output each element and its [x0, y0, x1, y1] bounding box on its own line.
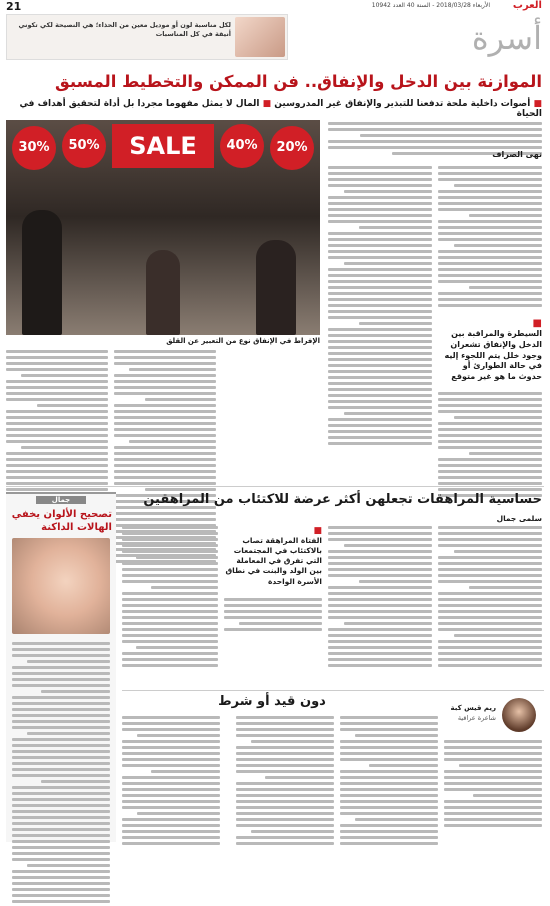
column-body-3 [236, 716, 334, 848]
pull-quote-mark: ■ [313, 526, 322, 536]
main-article-body-1 [438, 166, 542, 310]
masthead-logo: العرب [512, 0, 542, 11]
main-byline: نهى الصراف [492, 150, 542, 159]
column-author: ريم قيس كبة [450, 704, 496, 712]
shopper-figure [256, 240, 296, 335]
main-article-body-3 [438, 392, 542, 500]
column-body-2 [340, 716, 438, 848]
shopper-figure [146, 250, 180, 335]
page-header [0, 0, 550, 12]
pull-quote-mark: ■ [532, 318, 542, 329]
column-body-1 [444, 740, 542, 830]
second-headline: حساسية المراهقات تجعلهن أكثر عرضة للاكتئاب من المراهقين [143, 492, 542, 507]
column-headline: دون قيد أو شرط [218, 694, 326, 709]
beauty-title: تصحيح الألوان يخفي الهالات الداكنة [11, 509, 112, 533]
photo-caption: الإفراط في الإنفاق نوع من التعبير عن القلق [166, 337, 320, 345]
main-headline: الموازنة بين الدخل والإنفاق.. فن الممكن والتخطيط المسبق [55, 72, 542, 91]
top-ad-caption: لكل مناسبة لون أو موديل معين من الحذاء؛ هي النصيحة لكي تكوني أنيقة في كل المناسبات [18, 21, 231, 38]
second-pull-quote-text: الفتاة المراهقة تصاب بالاكتئاب في المجتمعات التي تفرق في المعاملة بين الولد والبنت في نطاق الأسرة الواحدة [225, 536, 322, 586]
photo-sign-sale: SALE [112, 124, 214, 168]
main-subhead-row [8, 99, 542, 119]
photo-sign-20: 20% [270, 126, 314, 170]
shopper-figure [22, 210, 62, 335]
beauty-label: جمال [36, 496, 86, 504]
subhead-bullet-2: ■ [262, 99, 272, 109]
photo-sign-40: 40% [220, 124, 264, 168]
photo-sign-50: 50% [62, 124, 106, 168]
column-body-4 [122, 716, 220, 848]
main-pull-quote-text: السيطرة والمراقبة بين الدخل والإنفاق تشعران وجود خلل يتم اللجوء إليه في حالة الطوارئ أو حدوث ما هو غير متوقع [444, 329, 542, 382]
main-pull-quote [438, 318, 542, 383]
second-pull-quote [224, 526, 322, 587]
section-divider [6, 486, 544, 487]
issue-meta: الأربعاء 2018/03/28 - السنة 40 العدد 10942 [371, 2, 490, 9]
beauty-box [6, 492, 116, 842]
main-subhead-2: المال لا يمثل مفهوما مجردا بل أداة لتحقيق أهداف في الحياة [19, 99, 542, 119]
section-title: أسرة [471, 19, 542, 57]
top-ad-box [6, 14, 288, 60]
second-article-body-2 [328, 526, 432, 670]
column-divider [122, 690, 544, 691]
main-subhead-1: أصوات داخلية ملحة تدفعنا للتبذير والإنفاق غير المدروسين [274, 99, 531, 109]
photo-sign-30: 30% [12, 126, 56, 170]
column-author-title: شاعرة عراقية [457, 714, 496, 722]
main-article-body-2 [328, 166, 432, 448]
sale-photo [6, 120, 320, 335]
second-byline: سلمى جمال [496, 514, 542, 523]
page-number: 21 [6, 0, 22, 13]
second-article-body-3 [224, 598, 322, 634]
beauty-body [12, 642, 110, 906]
subhead-bullet-1: ■ [533, 99, 542, 109]
second-article-body-4 [122, 526, 218, 670]
author-photo [502, 698, 536, 732]
second-article-body-1 [438, 526, 542, 670]
beauty-photo [12, 538, 110, 634]
shoe-photo [235, 17, 285, 57]
